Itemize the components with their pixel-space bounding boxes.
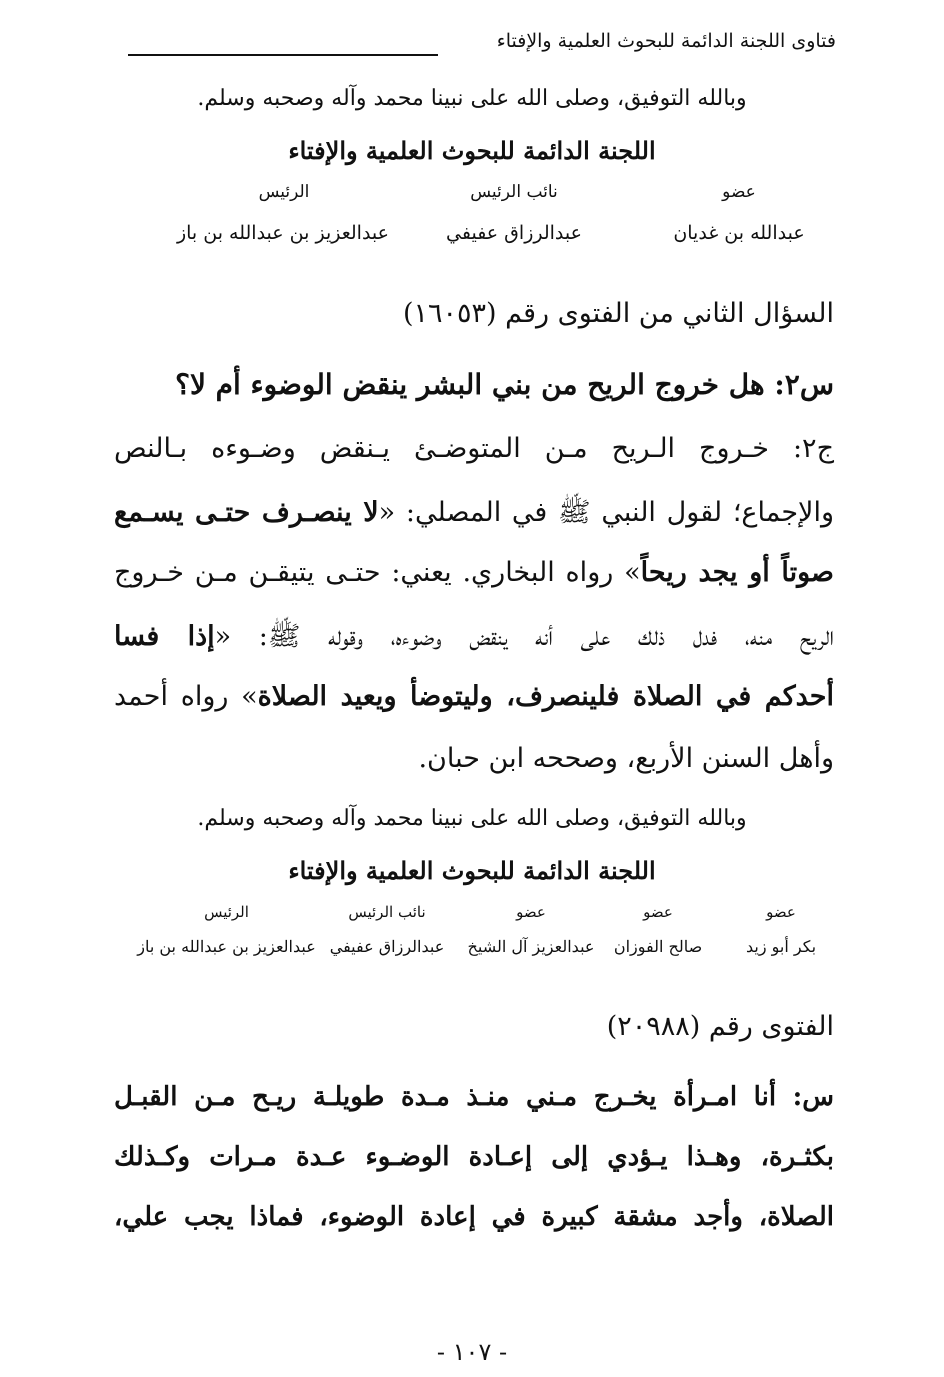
page-number: - ١٠٧ -: [436, 1338, 508, 1366]
answer-line: الريح منه، فدل ذلك على أنه ينقض وضوءه، وقوله ﷺ: «إذا فسا: [114, 621, 834, 652]
fatwa-reference: السؤال الثاني من الفتوى رقم (١٦٠٥٣): [402, 298, 834, 329]
signatory-title: الرئيس: [204, 903, 249, 921]
closing-formula: وبالله التوفيق، وصلى الله على نبينا محمد وآله وصحبه وسلم.: [197, 86, 747, 111]
question-line: س: أنا امـرأة يخـرج مـني منـذ مـدة طويلـة ريـح مـن القبـل: [114, 1082, 834, 1112]
answer-line: والإجماع؛ لقول النبي ﷺ في المصلي: «لا ينصـرف حتـى يسـمع: [114, 497, 834, 528]
signatory: [424, 182, 604, 244]
signatory: [466, 903, 596, 956]
signatory: [176, 182, 389, 244]
signatory-title: عضو: [722, 182, 756, 202]
answer-line: وأهل السنن الأربع، وصححه ابن حبان.: [418, 743, 834, 774]
signatory: [726, 903, 836, 956]
question-line: الصلاة، وأجد مشقة كبيرة في إعادة الوضوء، فماذا يجب علي،: [114, 1202, 834, 1232]
signatory-name: عبدالعزيز آل الشيخ: [467, 937, 595, 956]
header-rule: [128, 54, 438, 56]
signatory-title: عضو: [516, 903, 546, 921]
committee-name: اللجنة الدائمة للبحوث العلمية والإفتاء: [288, 856, 656, 885]
signatory-title: نائب الرئيس: [470, 182, 558, 202]
signatory-name: عبدالرزاق عفيفي: [446, 222, 582, 244]
committee-name: اللجنة الدائمة للبحوث العلمية والإفتاء: [288, 136, 656, 165]
answer-line: صوتاً أو يجد ريحاً» رواه البخاري. يعني: حتـى يتيقـن مـن خـروج: [114, 557, 834, 588]
signatory-name: عبدالله بن غديان: [673, 222, 805, 244]
answer-line: أحدكم في الصلاة فلينصرف، وليتوضأ ويعيد الصلاة» رواه أحمد: [114, 681, 834, 712]
signatory-title: الرئيس: [258, 182, 310, 202]
signatory-name: بكر أبو زيد: [745, 937, 817, 956]
question: س٢: هل خروج الريح من بني البشر ينقض الوضوء أم لا؟: [175, 368, 834, 401]
running-header: فتاوى اللجنة الدائمة للبحوث العلمية والإفتاء: [496, 30, 836, 52]
signatory-name: عبدالعزيز بن عبدالله بن باز: [176, 222, 389, 244]
signatory-title: عضو: [766, 903, 796, 921]
signatory: [664, 182, 814, 244]
signatory-name: عبدالعزيز بن عبدالله بن باز: [137, 937, 316, 956]
fatwa-reference: الفتوى رقم (٢٠٩٨٨): [606, 1011, 834, 1042]
answer-line: ج٢: خـروج الـريح مـن المتوضـئ يـنقض وضـوءه بـالنص: [114, 433, 834, 464]
signatory-name: صالح الفوزان: [613, 937, 703, 956]
question-line: بكثـرة، وهـذا يـؤدي إلى إعـادة الوضـوء عـدة مـرات وكـذلك: [114, 1142, 834, 1172]
signatory: [598, 903, 718, 956]
signatory-name: عبدالرزاق عفيفي: [329, 937, 445, 956]
signatory: [322, 903, 452, 956]
signatory-title: نائب الرئيس: [348, 903, 426, 921]
closing-formula: وبالله التوفيق، وصلى الله على نبينا محمد وآله وصحبه وسلم.: [197, 806, 747, 831]
signatory: [134, 903, 319, 956]
signatory-title: عضو: [643, 903, 673, 921]
